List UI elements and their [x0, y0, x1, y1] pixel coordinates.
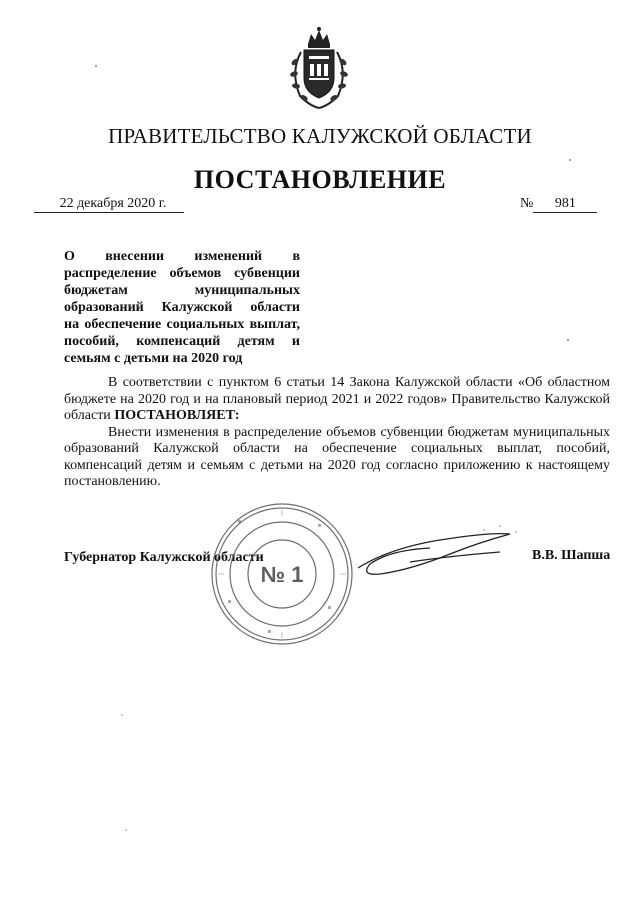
resolution-keyword: ПОСТАНОВЛЯЕТ:: [114, 408, 240, 423]
kaluga-coat-of-arms-icon: [286, 26, 352, 112]
document-body: [64, 375, 610, 491]
official-seal-icon: [208, 500, 356, 648]
body-paragraph: Внести изменения в распределение объемов субвенции бюджетам муниципальных образований Калужской области на обеспечение социальных выплат, пособий, компенсаций детям и семьям с детьми на 2020 год согласно приложению к настоящему постановлению.: [64, 424, 610, 489]
subject-line: пособий, компенсаций детям и: [64, 334, 300, 349]
stamp-number: № 1: [260, 562, 304, 587]
subject-line: распределение объемов субвенции: [64, 266, 300, 281]
signer-name: В.В. Шапша: [532, 548, 611, 563]
subject-line: О внесении изменений в: [64, 249, 300, 264]
subject-line: образований Калужской области: [64, 300, 300, 315]
document-type: ПОСТАНОВЛЕНИЕ: [193, 165, 447, 194]
document-number: [520, 196, 597, 213]
body-paragraph-text: В соответствии с пунктом 6 статьи 14 Закона Калужской области «Об областном бюджете на 2020 год и на плановый период 2021 и 2022 годов» Правительство Калужской области: [64, 375, 610, 423]
document-date: 22 декабря 2020 г.: [34, 196, 184, 213]
organization-title: ПРАВИТЕЛЬСТВО КАЛУЖСКОЙ ОБЛАСТИ: [108, 124, 532, 148]
number-value: 981: [533, 196, 597, 213]
body-paragraph: [64, 375, 610, 425]
subject-line: на обеспечение социальных выплат,: [64, 317, 300, 332]
subject-line: семьям с детьми на 2020 год: [64, 351, 243, 366]
signer-title: Губернатор Калужской области: [64, 550, 264, 565]
subject-line: бюджетам муниципальных: [64, 283, 300, 298]
handwritten-signature-icon: [350, 518, 520, 588]
number-prefix: №: [520, 196, 534, 211]
document-subject: [64, 248, 300, 367]
